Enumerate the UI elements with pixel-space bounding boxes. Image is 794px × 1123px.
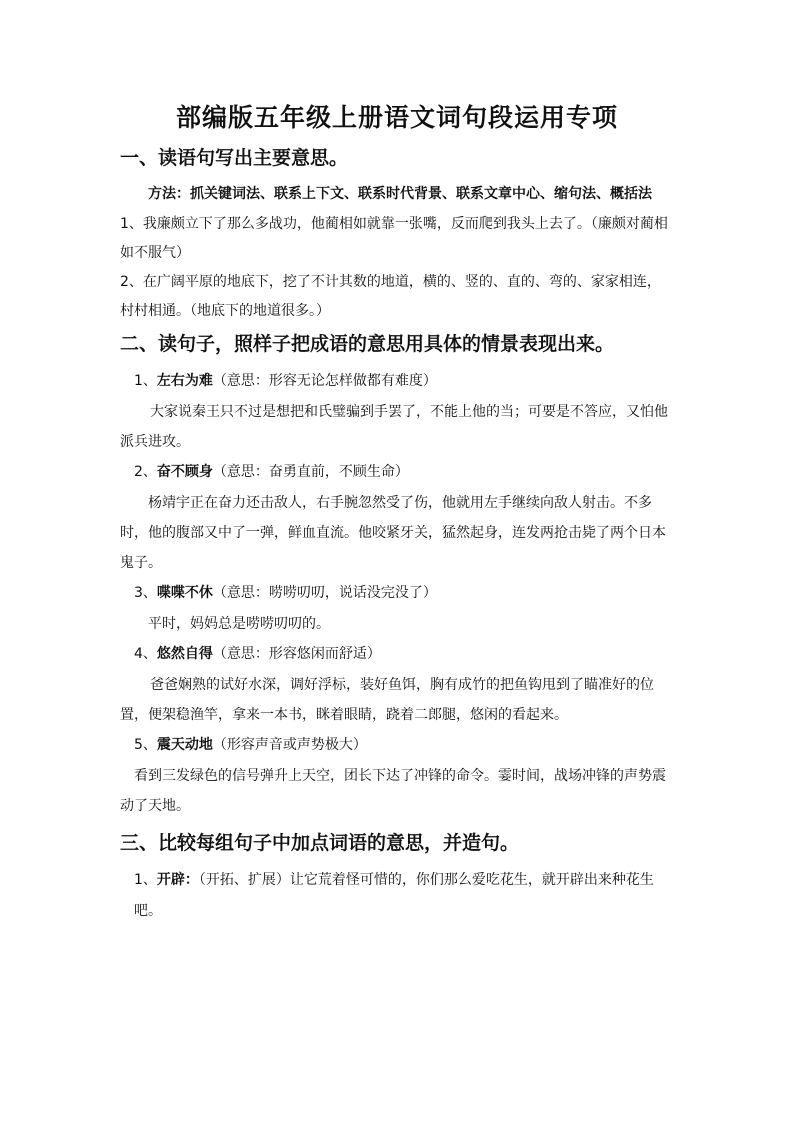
section-3-item-1-head (134, 865, 674, 927)
section-2-item-5-body: 看到三发绿色的信号弹升上天空，团长下达了冲锋的命令。霎时间，战场冲锋的声势震动了天地。 (120, 768, 666, 814)
section-2-item-4-body: 爸爸娴熟的试好水深，调好浮标，装好鱼饵，胸有成竹的把鱼钩甩到了瞄准好的位置，便架稳渔竿，拿来一本书，眯着眼睛，跷着二郎腿，悠闲的看起来。 (120, 677, 654, 723)
section-1-method: 方法：抓关键词法、联系上下文、联系时代背景、联系文章中心、缩句法、概括法 (148, 186, 652, 202)
section-2-item-2-head (134, 457, 674, 488)
word-term: 开辟 (156, 872, 185, 888)
section-3-heading: 三、比较每组句子中加点词语的意思，并造句。 (120, 832, 520, 854)
idiom-meaning: （意思：形容无论怎样做都有难度） (212, 373, 437, 389)
section-2-item-1-head (134, 366, 674, 397)
idiom-meaning: （形容声音或声势极大） (212, 737, 367, 753)
word-sentence: （开拓、扩展）让它荒着怪可惜的，你们那么爱吃花生，就开辟出来种花生吧。 (134, 872, 654, 919)
section-1-item-2: 2、在广阔平原的地底下，挖了不计其数的地道，横的、竖的、直的、弯的、家家相连，村村相通。（地底下的地道很多。） (120, 274, 661, 319)
idiom-term: 左右为难 (156, 373, 213, 389)
idiom-term: 喋喋不休 (156, 585, 213, 601)
item-number: 5、 (134, 737, 157, 753)
section-2-item-2-body: 杨靖宇正在奋力还击敌人，右手腕忽然受了伤，他就用左手继续向敌人射击。不多时，他的腹部又中了一弹，鲜血直流。他咬紧牙关，猛然起身，连发两抢击毙了两个日本鬼子。 (120, 495, 666, 571)
idiom-meaning: （意思：形容悠闲而舒适） (212, 646, 381, 662)
section-2-item-4-head (134, 639, 674, 670)
idiom-term: 奋不顾身 (156, 464, 213, 480)
item-number: 2、 (134, 464, 157, 480)
item-number: 3、 (134, 585, 157, 601)
section-2-item-3-head (134, 578, 674, 609)
idiom-term: 悠然自得 (156, 646, 213, 662)
item-number: 4、 (134, 646, 157, 662)
section-2-item-1-body: 大家说秦王只不过是想把和氏璧骗到手罢了，不能上他的当；可要是不答应，又怕他派兵进攻。 (120, 404, 668, 450)
item-number: 1、 (134, 373, 157, 389)
section-2-heading: 二、读句子，照样子把成语的意思用具体的情景表现出来。 (120, 333, 615, 355)
idiom-term: 震天动地 (156, 737, 213, 753)
section-2-item-3-body: 平时，妈妈总是唠唠叨叨的。 (148, 616, 330, 632)
section-1-item-1: 1、我廉颇立下了那么多战功，他蔺相如就靠一张嘴，反而爬到我头上去了。（廉颇对蔺相如不服气） (120, 216, 668, 261)
idiom-meaning: （意思：唠唠叨叨，说话没完没了） (212, 585, 437, 601)
section-1-heading: 一、读语句写出主要意思。 (120, 147, 349, 169)
document-title: 部编版五年级上册语文词句段运用专项 (175, 103, 618, 132)
term-colon: ： (184, 872, 199, 888)
idiom-meaning: （意思：奋勇直前，不顾生命） (212, 464, 409, 480)
section-2-item-5-head (134, 730, 674, 761)
item-number: 1、 (134, 872, 157, 888)
